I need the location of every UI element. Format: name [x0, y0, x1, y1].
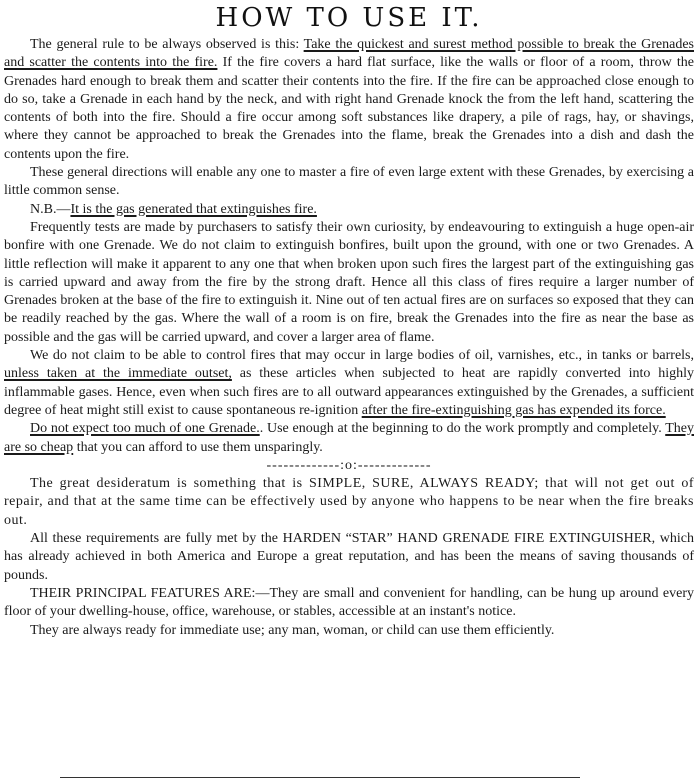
expectations-middle: . Use enough at the beginning to do the work promptly and completely. [259, 421, 666, 437]
paragraph-desideratum: The great desideratum is something that is SIMPLE, SURE, ALWAYS READY; that will not get out of repair, and that at the same time can be effectively used by anyone who happens to be near when the fire breaks out. [4, 476, 694, 528]
bottom-rule [60, 777, 580, 778]
general-rule-rest: If the fire covers a hard flat surface, like the walls or floor of a room, throw the Grenades hard enough to break them and scatter their contents into the fire. If the fire can be approached close enough to do so, take a Grenade in each hand by the neck, and with right hand Grenade knock the from the left hand, scattering the contents of both into the fire. Should a fire occur among soft substances like drapery, a pile of rags, hay, or shavings, where they cannot be approached to break the Grenades into the flame, break the Grenades into a dish and dash the contents upon the fire. [4, 55, 694, 162]
faded-page-edge [0, 734, 700, 780]
section-separator: -------------:o:------------- [266, 457, 432, 473]
general-rule-underlined: Take the quickest and surest method possible to break the Grenades and scatter the contents into the fire. [4, 37, 694, 71]
nota-bene-underlined: It is the gas generated that extinguishes fire. [70, 201, 317, 217]
expectations-underline-cheap: They are so cheap [4, 421, 694, 455]
article-body [4, 36, 694, 640]
paragraph-principal-features [4, 585, 694, 622]
expectations-underline-one-grenade: Do not expect too much of one Grenade. [30, 421, 260, 437]
paragraph-oil-fires [4, 347, 694, 420]
paragraph-general-directions: These general directions will enable any one to master a fire of even large extent with these Grenades, by exercising a little common sense. [4, 165, 694, 199]
oil-fires-lead: We do not claim to be able to control fires that may occur in large bodies of oil, varnishes, etc., in tanks or barrels, [30, 348, 694, 364]
paragraph-expectations [4, 420, 694, 457]
paragraph-bonfire-tests: Frequently tests are made by purchasers to satisfy their own curiosity, by endeavouring to extinguish a huge open-air bonfire with one Grenade. We do not claim to extinguish bonfires, built upon the ground, with one or two Grenades. A little reflection will make it apparent to any one that when broken upon such fires the largest part of the extinguishing gas is carried upward and away from the fire by the strong draft. Hence all this class of fires require a larger number of Grenades broken at the base of the fire to extinguish it. Nine out of ten actual fires are on surfaces so exposed that they can be readily reached by the gas. Where the wall of a room is on fire, break the Grenades into the fire as near the base as possible and the gas will be carried upward, and cover a larger area of flame. [4, 219, 694, 345]
oil-fires-underline-outset: unless taken at the immediate outset, [4, 366, 232, 382]
paragraph-general-rule [4, 36, 694, 164]
principal-features-rest: —They are small and convenient for handling, can be hung up around every floor of your dwelling-house, office, warehouse, or stables, accessible at an instant's notice. [4, 585, 694, 620]
oil-fires-underline-force: after the fire-extinguishing gas has expended its force. [361, 402, 666, 418]
paragraph-harden-star: All these requirements are fully met by the HARDEN “STAR” HAND GRENADE FIRE EXTINGUISHER, which has already achieved in both America and Europe a great reputation, and has been the means of saving thousands of pounds. [4, 531, 694, 583]
page-title: HOW TO USE IT. [215, 3, 483, 33]
general-rule-lead: The general rule to be always observed is this: [30, 37, 304, 52]
paragraph-nota-bene [4, 201, 694, 219]
nota-bene-prefix: N.B.— [30, 201, 71, 217]
expectations-rest: that you can afford to use them unsparingly. [73, 439, 323, 455]
principal-features-lead: THEIR PRINCIPAL FEATURES ARE: [30, 585, 256, 601]
oil-fires-middle: as these articles when subjected to heat are rapidly converted into highly inflammable gases. Hence, even when such fires are to all outward appearances extinguished by the Grenades, a sufficient degree of heat might still exist to cause spontaneous re-ignition [4, 366, 695, 418]
paragraph-always-ready: They are always ready for immediate use; any man, woman, or child can use them efficiently. [30, 622, 555, 638]
